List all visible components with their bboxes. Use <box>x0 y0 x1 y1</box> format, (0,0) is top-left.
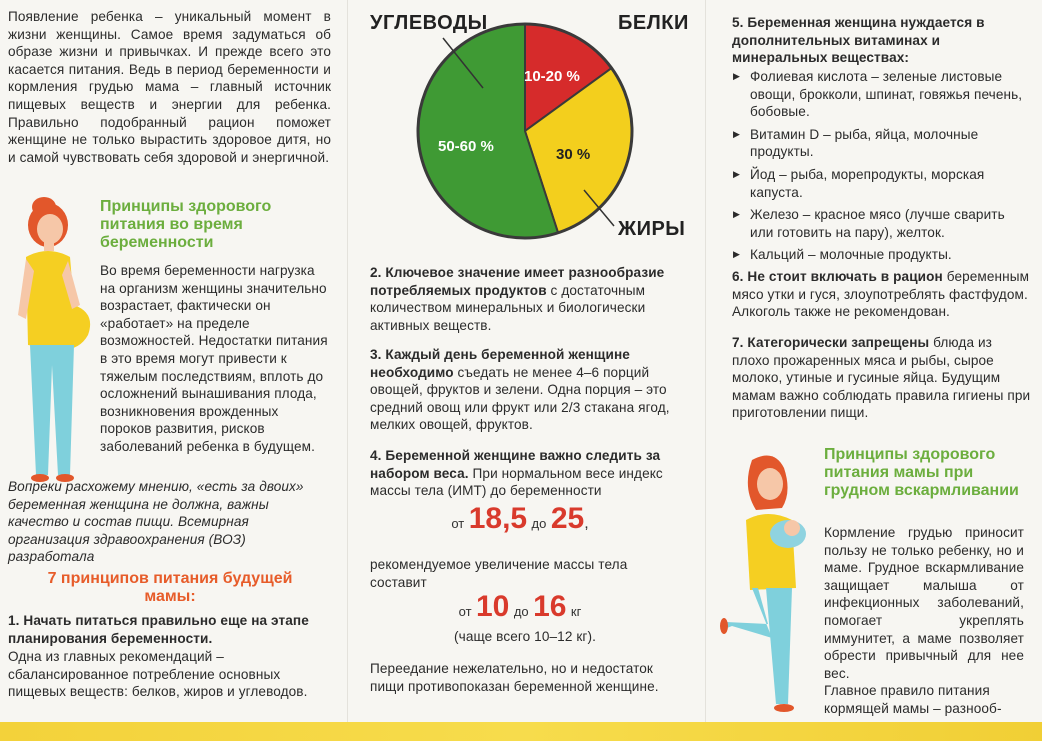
who-italic-text: Вопреки расхожему мнению, «есть за двоих» беременная женщина не должна, важны качество и состав пищи. Всемирная организация здравоохранения (ВОЗ) разработала <box>8 479 304 565</box>
pie-svg <box>348 0 705 250</box>
list-item: ▶ Йод – рыба, морепродукты, морская капуста. <box>732 166 1032 201</box>
bmi-range <box>370 502 670 536</box>
gain-max: 16 <box>533 590 567 623</box>
pie-value-fats: 30 % <box>556 146 591 163</box>
pregnancy-section-text: Во время беременности нагрузка на организм женщины значительно возрастает, фактически он «работает» на пределе возможностей. Недостатки питания в это время могут привести к тяжелым последствиям, вплоть до осложнений вынашивания плода, возникновения врожденных пороков развития, рисков заболеваний ребенка в будущем. <box>100 263 328 454</box>
middle-panel <box>348 0 705 722</box>
seven-principles-title: 7 принципов питания будущей мамы: <box>47 570 293 605</box>
breastfeeding-mom-illustration <box>712 448 822 716</box>
gain-min: 10 <box>475 590 510 623</box>
list-item: ▶ Фолиевая кислота – зеленые листовые овощи, брокколи, шпинат, говяжья печень, бобовые. <box>732 68 1032 121</box>
left-panel <box>0 0 347 722</box>
last-text: Главное правило питания кормящей мамы – разнооб- <box>824 683 1002 716</box>
weight-gain-note: (чаще всего 10–12 кг). <box>454 629 596 644</box>
principle-2-bold: 2. Ключевое значение имеет разнообразие потребляемых продуктов <box>370 265 665 298</box>
pie-value-proteins: 10-20 % <box>524 68 580 85</box>
breastfeeding-section-text: Кормление грудью приносит пользу не только ребенку, но и маме. Грудное вскармливание защищает малыша от инфекционных заболеваний, помогает укреплять иммунитет, а маме позволяет обрести привычный для нее вес. <box>824 525 1024 681</box>
principle-6-text: беременным мясо утки и гуся, злоупотреблять фастфудом. Алкоголь также не рекомендован. <box>732 269 1030 320</box>
principle-6 <box>732 268 1032 321</box>
pie-value-carbs: 50-60 % <box>438 138 494 155</box>
principle-6-bold: 6. Не стоит включать в рацион <box>732 269 943 284</box>
principle-7-text: блюда из плохо прожаренных мяса и рыбы, сырое молоко, утиные и гусиные яйца. Будущим мамам важно соблюдать правила гигиены при приготовлении пищи. <box>732 335 1031 421</box>
bottom-color-band <box>0 722 1042 741</box>
principle-4 <box>370 447 680 500</box>
bmi-min: 18,5 <box>468 502 528 535</box>
bmi-max: 25 <box>550 502 585 535</box>
pregnancy-section-title: Принципы здорового питания во время беременности <box>100 198 272 251</box>
bmi-to: до <box>531 516 547 531</box>
intro-text: Появление ребенка – уникальный момент в жизни женщины. Самое время задуматься об образе жизни и привычках. И прежде всего это касается питания. Ведь в период беременности и кормления грудью мама – главный источник пищевых веществ и энергии для ребенка. Правильно подобранный рацион поможет женщине не только вырастить здоровое дитя, но и самой чувствовать себя здоровой и энергичной. <box>8 9 331 165</box>
principle-5-title: 5. Беременная женщина нуждается в дополнительных витаминах и минеральных веществах: <box>732 15 985 66</box>
weight-gain-range <box>370 590 670 624</box>
pregnant-woman-illustration <box>8 195 100 485</box>
list-item: ▶ Железо – красное мясо (лучше сварить или готовить на пару), желток. <box>732 206 1032 241</box>
principle-4-bold: 4. Беременной женщине важно следить за набором веса. <box>370 448 661 481</box>
principle-3 <box>370 346 680 434</box>
pie-label-fats: ЖИРЫ <box>618 218 686 240</box>
gain-from: от <box>458 604 472 619</box>
principle-3-text: съедать не менее 4–6 порций овощей, фруктов и зелени. Одна порция – это средний овощ или фрукт или 2/3 стакана ягод, мелких овощей, фруктов. <box>370 364 670 433</box>
weight-gain-text: рекомендуемое увеличение массы тела составит <box>370 557 628 590</box>
gain-unit: кг <box>570 604 582 619</box>
macronutrient-pie-chart <box>348 0 705 250</box>
principle-2 <box>370 264 680 334</box>
right-panel <box>706 0 1042 722</box>
list-item: ▶ Витамин D – рыба, яйца, молочные продукты. <box>732 126 1032 161</box>
pie-label-carbs: УГЛЕВОДЫ <box>370 12 488 34</box>
bmi-from: от <box>451 516 465 531</box>
principle-2-text: с достаточным количеством минеральных и биологически активных веществ. <box>370 282 646 333</box>
pie-label-proteins: БЕЛКИ <box>618 12 689 34</box>
bmi-comma: , <box>584 515 589 532</box>
overeating-text: Переедание нежелательно, но и недостаток пищи противопоказан беременной женщине. <box>370 661 659 694</box>
list-item: ▶ Кальций – молочные продукты. <box>732 246 1032 264</box>
vitamins-list <box>732 68 1032 264</box>
principle-4-text: При нормальном весе индекс массы тела (ИМТ) до беременности <box>370 465 663 499</box>
principle-1-title: 1. Начать питаться правильно еще на этапе планирования беременности. <box>8 613 309 646</box>
principle-7 <box>732 334 1032 422</box>
principle-1-text: Одна из главных рекомендаций – сбалансированное потребление основных пищевых веществ: белков, жиров и углеводов. <box>8 649 308 700</box>
gain-to: до <box>513 604 529 619</box>
principle-7-bold: 7. Категорически запрещены <box>732 335 930 350</box>
breastfeeding-section-title: Принципы здорового питания мамы при грудном вскармливании <box>824 446 1019 499</box>
principle-3-bold: 3. Каждый день беременной женщине необходимо <box>370 347 630 380</box>
